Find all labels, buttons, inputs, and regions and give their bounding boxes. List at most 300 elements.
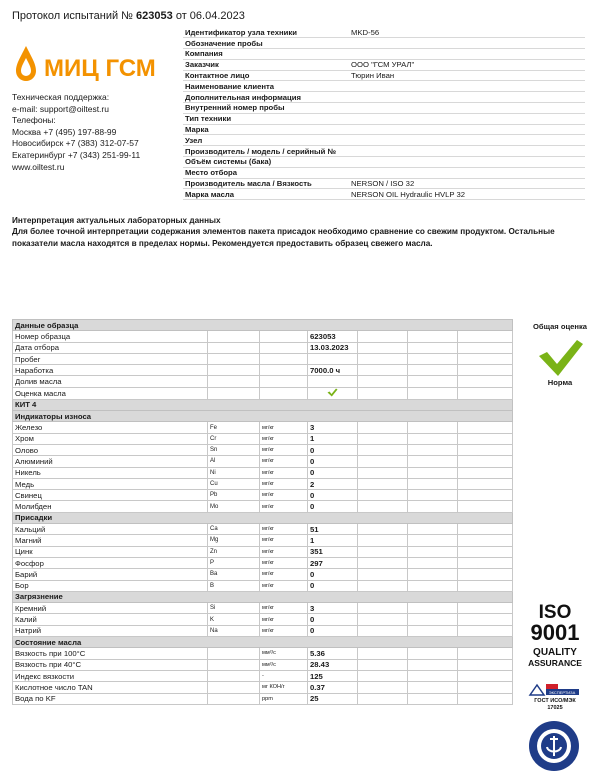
unit: мг/кг bbox=[260, 501, 308, 512]
table-row bbox=[13, 524, 513, 535]
element-symbol: Fe bbox=[208, 422, 260, 433]
row-value: 0 bbox=[308, 580, 358, 591]
empty-cell bbox=[408, 501, 458, 512]
table-row bbox=[13, 648, 513, 659]
empty-cell bbox=[408, 365, 458, 376]
row-value bbox=[308, 353, 358, 364]
contact-line: www.oiltest.ru bbox=[12, 161, 65, 172]
element-symbol bbox=[208, 376, 260, 387]
row-value: 5.36 bbox=[308, 648, 358, 659]
empty-cell bbox=[358, 614, 408, 625]
info-value: MKD-56 bbox=[349, 27, 585, 38]
row-label: Молибден bbox=[13, 501, 208, 512]
interpretation-block bbox=[12, 215, 582, 249]
row-label: Кальций bbox=[13, 524, 208, 535]
unit: мг/кг bbox=[260, 478, 308, 489]
empty-cell bbox=[358, 467, 408, 478]
empty-cell bbox=[408, 456, 458, 467]
interpretation-title: Интерпретация актуальных лабораторных данных bbox=[12, 216, 221, 225]
element-symbol: P bbox=[208, 557, 260, 568]
row-value: 623053 bbox=[308, 331, 358, 342]
row-label: Медь bbox=[13, 478, 208, 489]
section-title: Присадки bbox=[13, 512, 513, 523]
table-row bbox=[13, 456, 513, 467]
empty-cell bbox=[408, 490, 458, 501]
element-symbol bbox=[208, 648, 260, 659]
unit: мг/кг bbox=[260, 580, 308, 591]
info-row bbox=[183, 167, 585, 178]
row-label: Хром bbox=[13, 433, 208, 444]
element-symbol bbox=[208, 342, 260, 353]
empty-cell bbox=[358, 376, 408, 387]
empty-cell bbox=[458, 603, 513, 614]
empty-cell bbox=[358, 444, 408, 455]
contact-line: Екатеринбург +7 (343) 251-99-11 bbox=[12, 149, 141, 160]
row-value: 0 bbox=[308, 490, 358, 501]
iso-9001-badge bbox=[528, 600, 582, 672]
row-value: 7000.0 ч bbox=[308, 365, 358, 376]
row-label: Барий bbox=[13, 569, 208, 580]
row-label: Свинец bbox=[13, 490, 208, 501]
info-row bbox=[183, 59, 585, 70]
unit bbox=[260, 342, 308, 353]
empty-cell bbox=[408, 467, 458, 478]
table-row bbox=[13, 353, 513, 364]
empty-cell bbox=[408, 387, 458, 399]
row-label: Никель bbox=[13, 467, 208, 478]
row-label: Пробег bbox=[13, 353, 208, 364]
info-label: Идентификатор узла техники bbox=[183, 27, 349, 38]
info-value: ООО "ГСМ УРАЛ" bbox=[349, 59, 585, 70]
row-value: 1 bbox=[308, 535, 358, 546]
row-value: 0 bbox=[308, 467, 358, 478]
empty-cell bbox=[458, 353, 513, 364]
empty-cell bbox=[358, 433, 408, 444]
row-value: 3 bbox=[308, 422, 358, 433]
accreditation-seal-icon bbox=[528, 720, 580, 772]
section-header-row bbox=[13, 411, 513, 422]
empty-cell bbox=[358, 603, 408, 614]
table-row bbox=[13, 614, 513, 625]
table-row bbox=[13, 478, 513, 489]
contact-line: e-mail: support@oiltest.ru bbox=[12, 103, 109, 114]
info-row bbox=[183, 49, 585, 60]
empty-cell bbox=[408, 546, 458, 557]
empty-cell bbox=[458, 682, 513, 693]
empty-cell bbox=[458, 614, 513, 625]
contact-line: Техническая поддержка: bbox=[12, 92, 110, 102]
row-value: 51 bbox=[308, 524, 358, 535]
element-symbol bbox=[208, 353, 260, 364]
empty-cell bbox=[358, 501, 408, 512]
unit: мг/кг bbox=[260, 422, 308, 433]
section-header-row bbox=[13, 512, 513, 523]
unit: мг/кг bbox=[260, 569, 308, 580]
info-label: Заказчик bbox=[183, 59, 349, 70]
table-row bbox=[13, 546, 513, 557]
empty-cell bbox=[458, 670, 513, 681]
row-value: 351 bbox=[308, 546, 358, 557]
element-symbol bbox=[208, 365, 260, 376]
table-row bbox=[13, 670, 513, 681]
empty-cell bbox=[458, 535, 513, 546]
info-label: Марка bbox=[183, 124, 349, 135]
row-label: Долив масла bbox=[13, 376, 208, 387]
table-row bbox=[13, 422, 513, 433]
results-table bbox=[12, 319, 513, 705]
empty-cell bbox=[458, 342, 513, 353]
empty-cell bbox=[458, 331, 513, 342]
row-label: Натрий bbox=[13, 625, 208, 636]
row-value: 25 bbox=[308, 693, 358, 704]
table-row bbox=[13, 376, 513, 387]
unit bbox=[260, 353, 308, 364]
contacts-block bbox=[12, 92, 180, 173]
empty-cell bbox=[358, 478, 408, 489]
element-symbol bbox=[208, 670, 260, 681]
unit: мг/кг bbox=[260, 456, 308, 467]
info-label: Место отбора bbox=[183, 167, 349, 178]
empty-cell bbox=[358, 659, 408, 670]
empty-cell bbox=[458, 693, 513, 704]
empty-cell bbox=[458, 580, 513, 591]
empty-cell bbox=[358, 625, 408, 636]
section-header-row bbox=[13, 591, 513, 602]
empty-cell bbox=[358, 387, 408, 399]
gost-text: ГОСТ ИСО/МЭК bbox=[534, 698, 576, 704]
info-label: Наименование клиента bbox=[183, 81, 349, 92]
info-value bbox=[349, 92, 585, 103]
info-row bbox=[183, 157, 585, 168]
empty-cell bbox=[358, 535, 408, 546]
info-label: Производитель масла / Вязкость bbox=[183, 178, 349, 189]
row-label: Дата отбора bbox=[13, 342, 208, 353]
info-row bbox=[183, 113, 585, 124]
row-label: Алюминий bbox=[13, 456, 208, 467]
element-symbol: Sn bbox=[208, 444, 260, 455]
unit: мг/кг bbox=[260, 433, 308, 444]
empty-cell bbox=[358, 456, 408, 467]
section-title: Загрязнение bbox=[13, 591, 513, 602]
gost-logo-icon bbox=[530, 685, 544, 695]
element-symbol: Zn bbox=[208, 546, 260, 557]
row-label: Номер образца bbox=[13, 331, 208, 342]
gost-code: 17025 bbox=[547, 705, 563, 711]
info-row bbox=[183, 189, 585, 200]
empty-cell bbox=[358, 331, 408, 342]
unit: мг/кг bbox=[260, 614, 308, 625]
section-title: Состояние масла bbox=[13, 637, 513, 648]
empty-cell bbox=[458, 478, 513, 489]
info-row bbox=[183, 135, 585, 146]
element-symbol: Cu bbox=[208, 478, 260, 489]
info-value bbox=[349, 124, 585, 135]
info-row bbox=[183, 27, 585, 38]
row-value: 13.03.2023 bbox=[308, 342, 358, 353]
info-label: Внутренний номер пробы bbox=[183, 103, 349, 114]
check-icon bbox=[327, 388, 338, 397]
row-label: Оценка масла bbox=[13, 387, 208, 399]
info-row bbox=[183, 92, 585, 103]
info-row bbox=[183, 70, 585, 81]
empty-cell bbox=[358, 490, 408, 501]
empty-cell bbox=[358, 365, 408, 376]
row-label: Кислотное число TAN bbox=[13, 682, 208, 693]
company-logo bbox=[14, 44, 174, 88]
empty-cell bbox=[458, 433, 513, 444]
row-label: Кремний bbox=[13, 603, 208, 614]
empty-cell bbox=[358, 569, 408, 580]
row-label: Фосфор bbox=[13, 557, 208, 568]
protocol-prefix: Протокол испытаний № bbox=[12, 10, 133, 22]
gost-badge bbox=[527, 681, 583, 711]
row-value: 1 bbox=[308, 433, 358, 444]
row-label: Индекс вязкости bbox=[13, 670, 208, 681]
protocol-date: от 06.04.2023 bbox=[175, 10, 245, 22]
info-value bbox=[349, 135, 585, 146]
table-row bbox=[13, 603, 513, 614]
row-label: Калий bbox=[13, 614, 208, 625]
unit: ppm bbox=[260, 693, 308, 704]
empty-cell bbox=[408, 557, 458, 568]
row-value: 0 bbox=[308, 614, 358, 625]
unit: мг/кг bbox=[260, 490, 308, 501]
info-label: Дополнительная информация bbox=[183, 92, 349, 103]
table-row bbox=[13, 490, 513, 501]
empty-cell bbox=[458, 387, 513, 399]
info-value bbox=[349, 49, 585, 60]
info-value: NERSON / ISO 32 bbox=[349, 178, 585, 189]
row-value: 2 bbox=[308, 478, 358, 489]
empty-cell bbox=[358, 670, 408, 681]
element-symbol: Na bbox=[208, 625, 260, 636]
table-row bbox=[13, 433, 513, 444]
info-row bbox=[183, 124, 585, 135]
table-row bbox=[13, 342, 513, 353]
section-header-row bbox=[13, 320, 513, 331]
row-label: Цинк bbox=[13, 546, 208, 557]
table-row bbox=[13, 659, 513, 670]
info-value: NERSON OIL Hydraulic HVLP 32 bbox=[349, 189, 585, 200]
row-value: 0 bbox=[308, 444, 358, 455]
info-row bbox=[183, 146, 585, 157]
overall-check-icon bbox=[537, 338, 585, 378]
empty-cell bbox=[408, 444, 458, 455]
gost-label: ЭКСПЕРТИЗА bbox=[548, 690, 576, 695]
empty-cell bbox=[358, 682, 408, 693]
table-row bbox=[13, 682, 513, 693]
empty-cell bbox=[358, 342, 408, 353]
info-row bbox=[183, 103, 585, 114]
empty-cell bbox=[408, 614, 458, 625]
table-row bbox=[13, 580, 513, 591]
empty-cell bbox=[458, 444, 513, 455]
info-label: Контактное лицо bbox=[183, 70, 349, 81]
element-symbol: B bbox=[208, 580, 260, 591]
row-label: Магний bbox=[13, 535, 208, 546]
empty-cell bbox=[358, 524, 408, 535]
element-symbol: Mo bbox=[208, 501, 260, 512]
unit: мг/кг bbox=[260, 444, 308, 455]
empty-cell bbox=[458, 365, 513, 376]
info-value bbox=[349, 146, 585, 157]
empty-cell bbox=[458, 467, 513, 478]
protocol-number: 623053 bbox=[136, 10, 173, 22]
row-label: Наработка bbox=[13, 365, 208, 376]
element-symbol bbox=[208, 682, 260, 693]
section-title: Данные образца bbox=[13, 320, 513, 331]
table-row bbox=[13, 625, 513, 636]
empty-cell bbox=[408, 670, 458, 681]
element-symbol: Mg bbox=[208, 535, 260, 546]
sample-info-table bbox=[183, 27, 585, 200]
iso-word: ISO bbox=[538, 602, 572, 623]
empty-cell bbox=[408, 422, 458, 433]
unit: мг/кг bbox=[260, 557, 308, 568]
row-value bbox=[308, 387, 358, 399]
row-value: 125 bbox=[308, 670, 358, 681]
table-row bbox=[13, 569, 513, 580]
section-title: КИТ 4 bbox=[13, 399, 513, 410]
empty-cell bbox=[458, 546, 513, 557]
unit bbox=[260, 387, 308, 399]
protocol-title bbox=[12, 10, 245, 22]
empty-cell bbox=[408, 342, 458, 353]
info-label: Обозначение пробы bbox=[183, 38, 349, 49]
element-symbol: Ca bbox=[208, 524, 260, 535]
element-symbol bbox=[208, 693, 260, 704]
empty-cell bbox=[408, 331, 458, 342]
contact-line: Телефоны: bbox=[12, 115, 56, 126]
row-label: Железо bbox=[13, 422, 208, 433]
overall-result: Норма bbox=[547, 378, 573, 387]
info-row bbox=[183, 178, 585, 189]
empty-cell bbox=[458, 524, 513, 535]
empty-cell bbox=[358, 557, 408, 568]
section-header-row bbox=[13, 637, 513, 648]
section-title: Индикаторы износа bbox=[13, 411, 513, 422]
empty-cell bbox=[358, 422, 408, 433]
unit: мм²/с bbox=[260, 648, 308, 659]
element-symbol: Ni bbox=[208, 467, 260, 478]
iso-line1: QUALITY bbox=[533, 647, 577, 658]
empty-cell bbox=[408, 524, 458, 535]
element-symbol bbox=[208, 331, 260, 342]
row-label: Вязкость при 100°С bbox=[13, 648, 208, 659]
empty-cell bbox=[408, 535, 458, 546]
unit bbox=[260, 365, 308, 376]
unit bbox=[260, 331, 308, 342]
row-label: Олово bbox=[13, 444, 208, 455]
element-symbol: Si bbox=[208, 603, 260, 614]
unit: мг КОН/г bbox=[260, 682, 308, 693]
empty-cell bbox=[458, 569, 513, 580]
row-value: 297 bbox=[308, 557, 358, 568]
row-value: 3 bbox=[308, 603, 358, 614]
row-value: 0.37 bbox=[308, 682, 358, 693]
contact-line: Новосибирск +7 (383) 312-07-57 bbox=[12, 138, 139, 149]
element-symbol: Al bbox=[208, 456, 260, 467]
unit: мг/кг bbox=[260, 535, 308, 546]
empty-cell bbox=[408, 433, 458, 444]
empty-cell bbox=[358, 353, 408, 364]
element-symbol bbox=[208, 659, 260, 670]
empty-cell bbox=[408, 478, 458, 489]
empty-cell bbox=[458, 648, 513, 659]
empty-cell bbox=[408, 693, 458, 704]
info-value bbox=[349, 103, 585, 114]
unit: мг/кг bbox=[260, 467, 308, 478]
unit: мг/кг bbox=[260, 625, 308, 636]
empty-cell bbox=[408, 603, 458, 614]
table-row bbox=[13, 535, 513, 546]
table-row bbox=[13, 365, 513, 376]
unit: мм²/с bbox=[260, 659, 308, 670]
unit: мг/кг bbox=[260, 603, 308, 614]
empty-cell bbox=[408, 625, 458, 636]
empty-cell bbox=[458, 422, 513, 433]
element-symbol: Pb bbox=[208, 490, 260, 501]
empty-cell bbox=[408, 648, 458, 659]
info-label: Тип техники bbox=[183, 113, 349, 124]
row-value bbox=[308, 376, 358, 387]
info-value bbox=[349, 38, 585, 49]
info-label: Производитель / модель / серийный № bbox=[183, 146, 349, 157]
row-value: 0 bbox=[308, 456, 358, 467]
empty-cell bbox=[458, 376, 513, 387]
contact-line: Москва +7 (495) 197-88-99 bbox=[12, 126, 117, 137]
element-symbol: K bbox=[208, 614, 260, 625]
iso-line2: ASSURANCE bbox=[528, 658, 582, 668]
empty-cell bbox=[408, 569, 458, 580]
unit: мг/кг bbox=[260, 546, 308, 557]
element-symbol: Cr bbox=[208, 433, 260, 444]
row-value: 0 bbox=[308, 501, 358, 512]
table-row bbox=[13, 467, 513, 478]
iso-code: 9001 bbox=[530, 620, 580, 645]
empty-cell bbox=[408, 376, 458, 387]
info-value bbox=[349, 81, 585, 92]
empty-cell bbox=[458, 501, 513, 512]
overall-rating-title: Общая оценка bbox=[532, 322, 587, 331]
element-symbol: Ba bbox=[208, 569, 260, 580]
info-row bbox=[183, 38, 585, 49]
empty-cell bbox=[408, 353, 458, 364]
empty-cell bbox=[458, 557, 513, 568]
logo-text: МИЦ ГСМ bbox=[44, 55, 156, 82]
empty-cell bbox=[458, 625, 513, 636]
empty-cell bbox=[358, 580, 408, 591]
unit: - bbox=[260, 670, 308, 681]
info-label: Узел bbox=[183, 135, 349, 146]
empty-cell bbox=[408, 682, 458, 693]
table-row bbox=[13, 501, 513, 512]
empty-cell bbox=[408, 659, 458, 670]
row-value: 0 bbox=[308, 625, 358, 636]
table-row bbox=[13, 444, 513, 455]
row-value: 28.43 bbox=[308, 659, 358, 670]
empty-cell bbox=[458, 659, 513, 670]
info-row bbox=[183, 81, 585, 92]
info-value bbox=[349, 167, 585, 178]
empty-cell bbox=[358, 546, 408, 557]
info-value: Тюрин Иван bbox=[349, 70, 585, 81]
table-row bbox=[13, 557, 513, 568]
unit bbox=[260, 376, 308, 387]
table-row bbox=[13, 331, 513, 342]
element-symbol bbox=[208, 387, 260, 399]
interpretation-text: Для более точной интерпретации содержания элементов пакета присадок необходимо сравнение со свежим продуктом. Остальные показатели масла находятся в пределах нормы. Рекомендуется предоставить образец свежего масла. bbox=[12, 227, 555, 248]
